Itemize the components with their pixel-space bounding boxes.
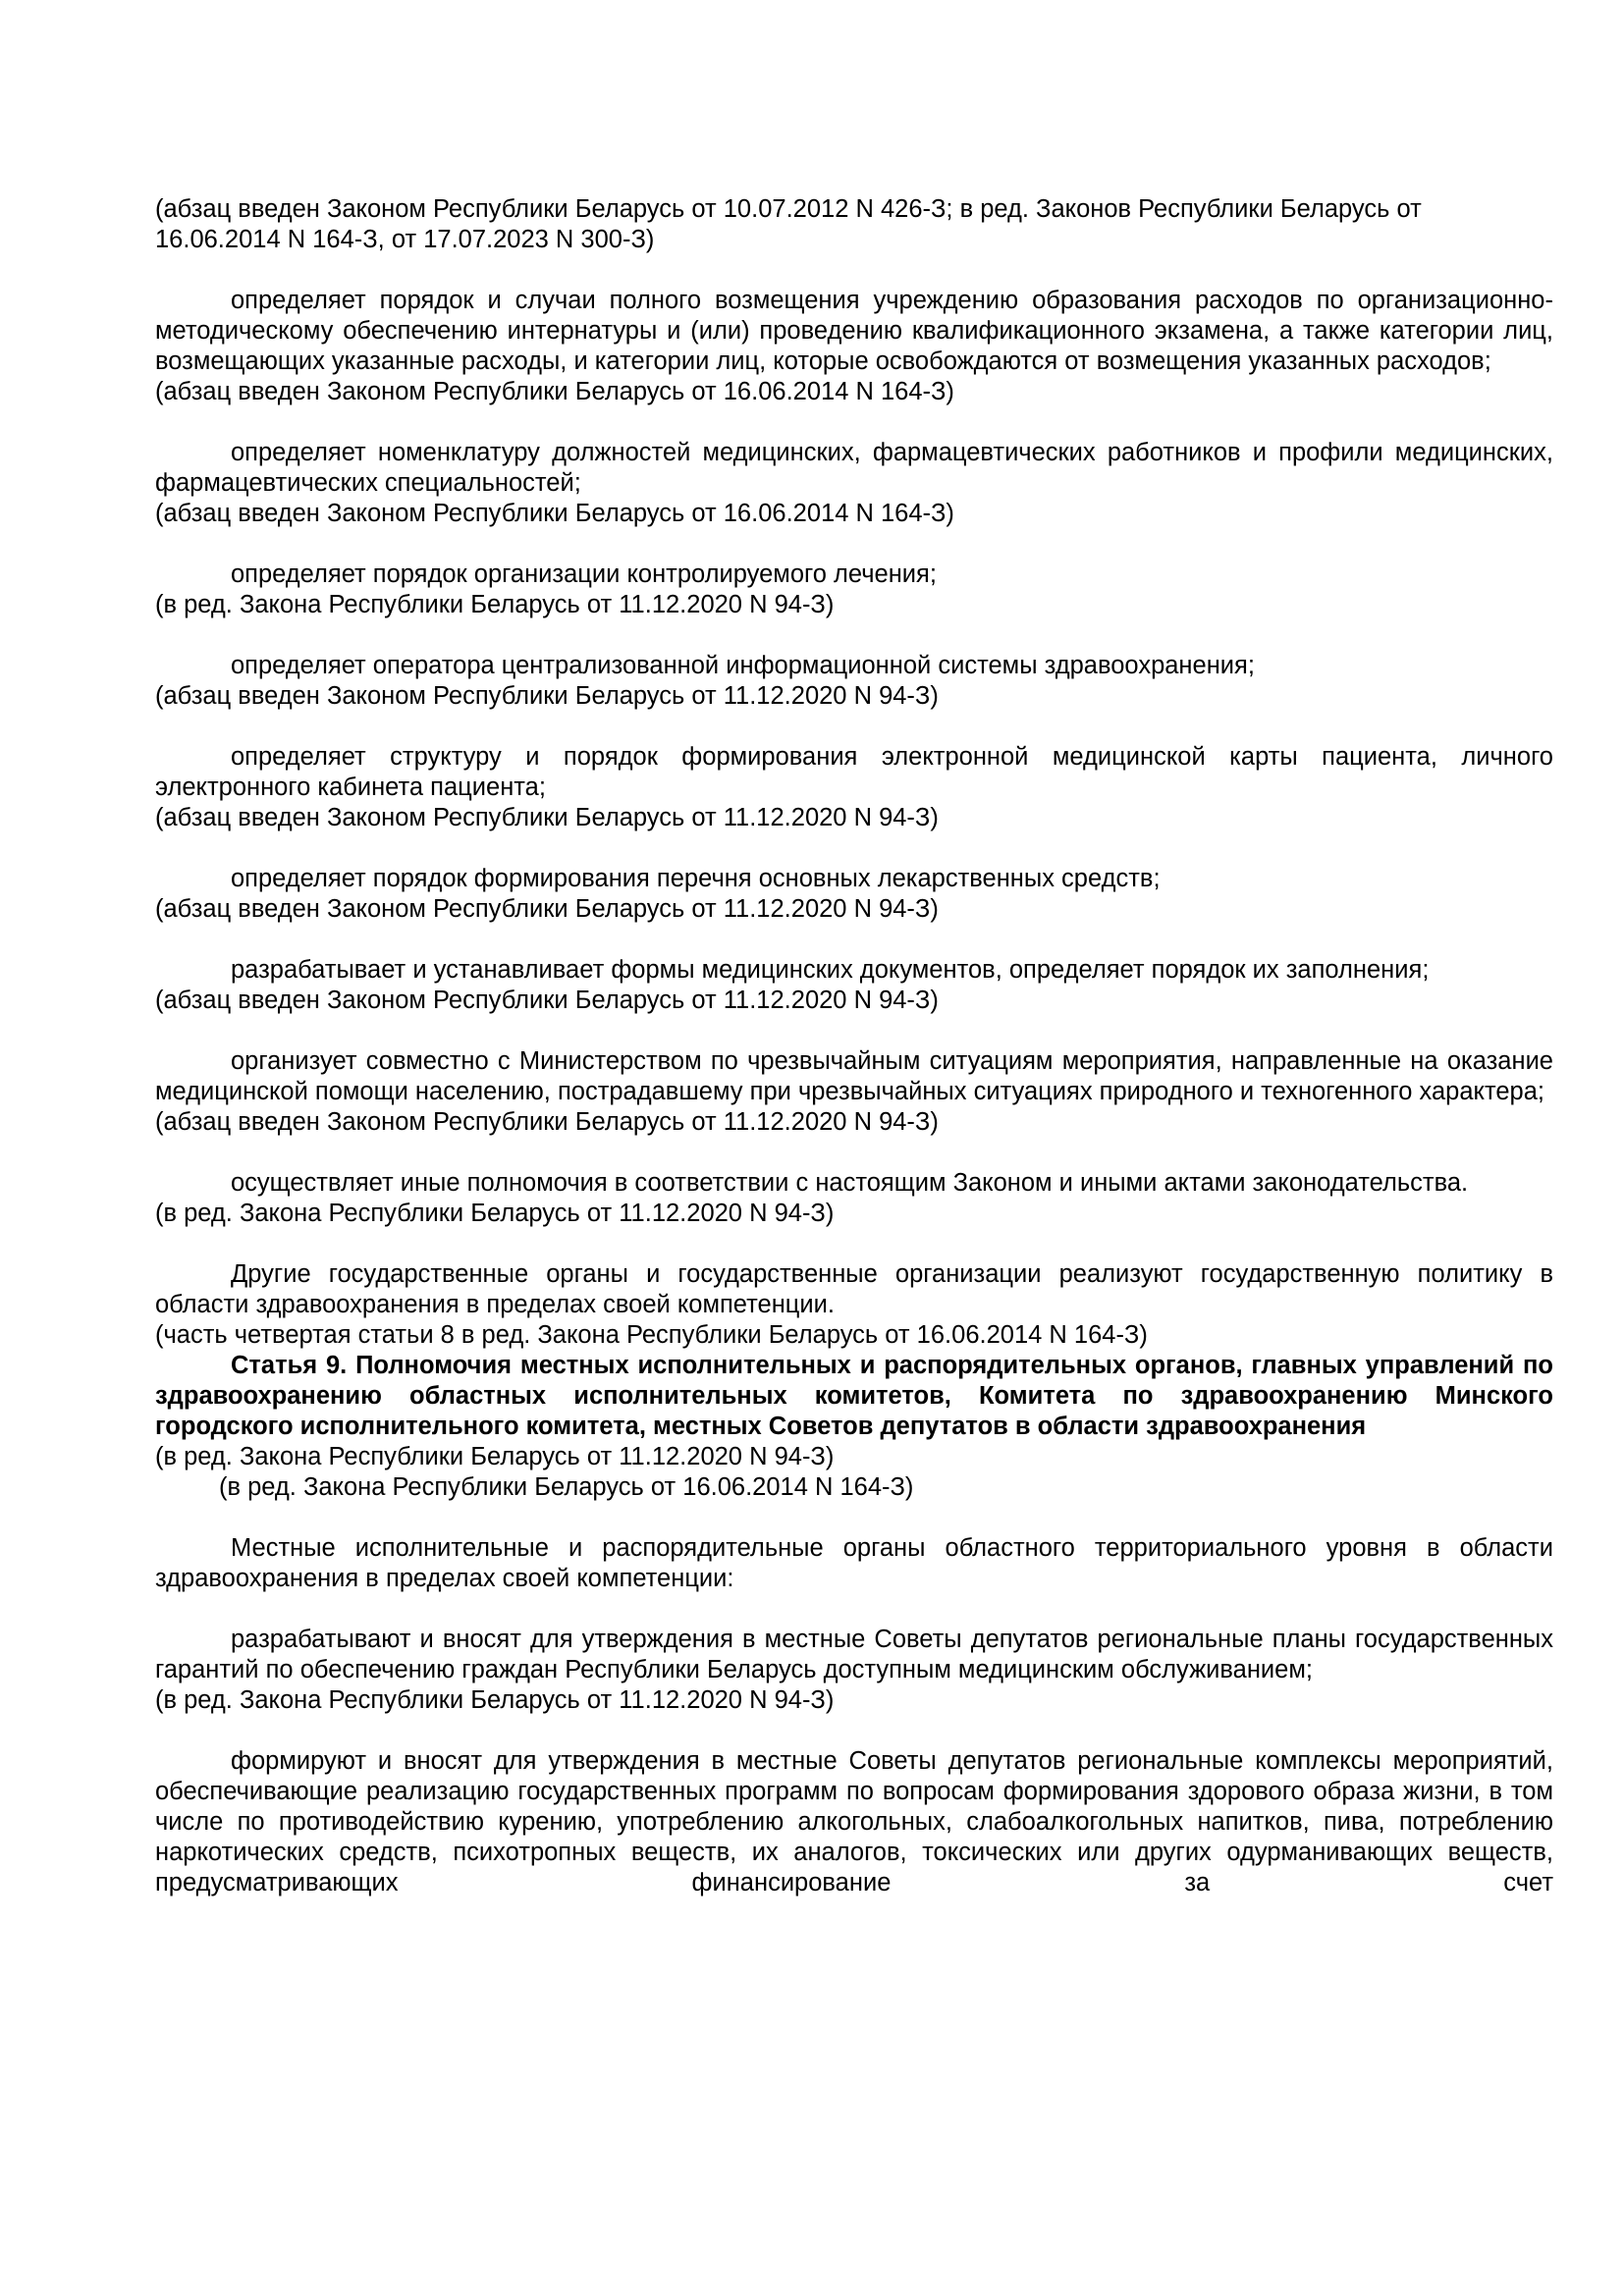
paragraph: организует совместно с Министерством по чрезвычайным ситуациям мероприятия, направленные на оказание медицинской помощи населению, пострадавшему при чрезвычайных ситуациях природного и техногенного характера;: [155, 1047, 1553, 1105]
paragraph: разрабатывает и устанавливает формы медицинских документов, определяет порядок их заполнения;: [231, 956, 1430, 984]
amendment-note: (абзац введен Законом Республики Беларусь от 16.06.2014 N 164-З): [155, 378, 954, 405]
amendment-note: (в ред. Закона Республики Беларусь от 11.12.2020 N 94-З): [155, 591, 835, 618]
amendment-note: (в ред. Закона Республики Беларусь от 16.06.2014 N 164-З): [219, 1473, 914, 1501]
paragraph: разрабатывают и вносят для утверждения в местные Советы депутатов региональные планы государственных гарантий по обеспечению граждан Республики Беларусь доступным медицинским обслуживанием;: [155, 1626, 1553, 1683]
paragraph: Другие государственные органы и государственные организации реализуют государственную политику в области здравоохранения в пределах своей компетенции.: [155, 1260, 1553, 1318]
amendment-note: (абзац введен Законом Республики Беларусь от 11.12.2020 N 94-З): [155, 1108, 939, 1136]
amendment-note: (часть четвертая статьи 8 в ред. Закона Республики Беларусь от 16.06.2014 N 164-З): [155, 1321, 1148, 1349]
amendment-note: (абзац введен Законом Республики Беларусь от 16.06.2014 N 164-З): [155, 500, 954, 527]
amendment-note: (абзац введен Законом Республики Беларусь от 11.12.2020 N 94-З): [155, 987, 939, 1014]
amendment-note: (в ред. Закона Республики Беларусь от 11.12.2020 N 94-З): [155, 1686, 835, 1714]
document-page: [155, 194, 1553, 1898]
paragraph: определяет порядок организации контролируемого лечения;: [231, 561, 937, 588]
paragraph: определяет оператора централизованной информационной системы здравоохранения;: [231, 652, 1255, 679]
amendment-note: (абзац введен Законом Республики Беларусь от 11.12.2020 N 94-З): [155, 804, 939, 831]
paragraph: определяет порядок и случаи полного возмещения учреждению образования расходов по организационно-методическому обеспечению интернатуры и (или) проведению квалификационного экзамена, а также категории лиц, возмещающих указанные расходы, и категории лиц, которые освобождаются от возмещения указанных расходов;: [155, 287, 1553, 375]
amendment-note: (абзац введен Законом Республики Беларусь от 11.12.2020 N 94-З): [155, 895, 939, 923]
paragraph: определяет структуру и порядок формирования электронной медицинской карты пациента, личного электронного кабинета пациента;: [155, 743, 1553, 801]
paragraph: осуществляет иные полномочия в соответствии с настоящим Законом и иными актами законодательства.: [231, 1169, 1469, 1197]
amendment-note: (абзац введен Законом Республики Беларусь от 11.12.2020 N 94-З): [155, 682, 939, 710]
amendment-note: (в ред. Закона Республики Беларусь от 11.12.2020 N 94-З): [155, 1200, 835, 1227]
article-heading: Статья 9. Полномочия местных исполнительных и распорядительных органов, главных управлений по здравоохранению областных исполнительных комитетов, Комитета по здравоохранению Минского городского исполнительного комитета, местных Советов депутатов в области здравоохранения: [155, 1352, 1553, 1440]
paragraph: определяет номенклатуру должностей медицинских, фармацевтических работников и профили медицинских, фармацевтических специальностей;: [155, 439, 1553, 497]
paragraph: формируют и вносят для утверждения в местные Советы депутатов региональные комплексы мероприятий, обеспечивающие реализацию государственных программ по вопросам формирования здорового образа жизни, в том числе по противодействию курению, употреблению алкогольных, слабоалкогольных напитков, пива, потреблению наркотических средств, психотропных веществ, их аналогов, токсических или других одурманивающих веществ, предусматривающих финансирование за счет: [155, 1747, 1553, 1896]
paragraph: определяет порядок формирования перечня основных лекарственных средств;: [231, 865, 1161, 892]
paragraph: Местные исполнительные и распорядительные органы областного территориального уровня в области здравоохранения в пределах своей компетенции:: [155, 1534, 1553, 1592]
amendment-note: (абзац введен Законом Республики Беларусь от 10.07.2012 N 426-З; в ред. Законов Республики Беларусь от 16.06.2014 N 164-З, от 17.07.2023 N 300-З): [155, 195, 1422, 253]
amendment-note: (в ред. Закона Республики Беларусь от 11.12.2020 N 94-З): [155, 1443, 835, 1470]
